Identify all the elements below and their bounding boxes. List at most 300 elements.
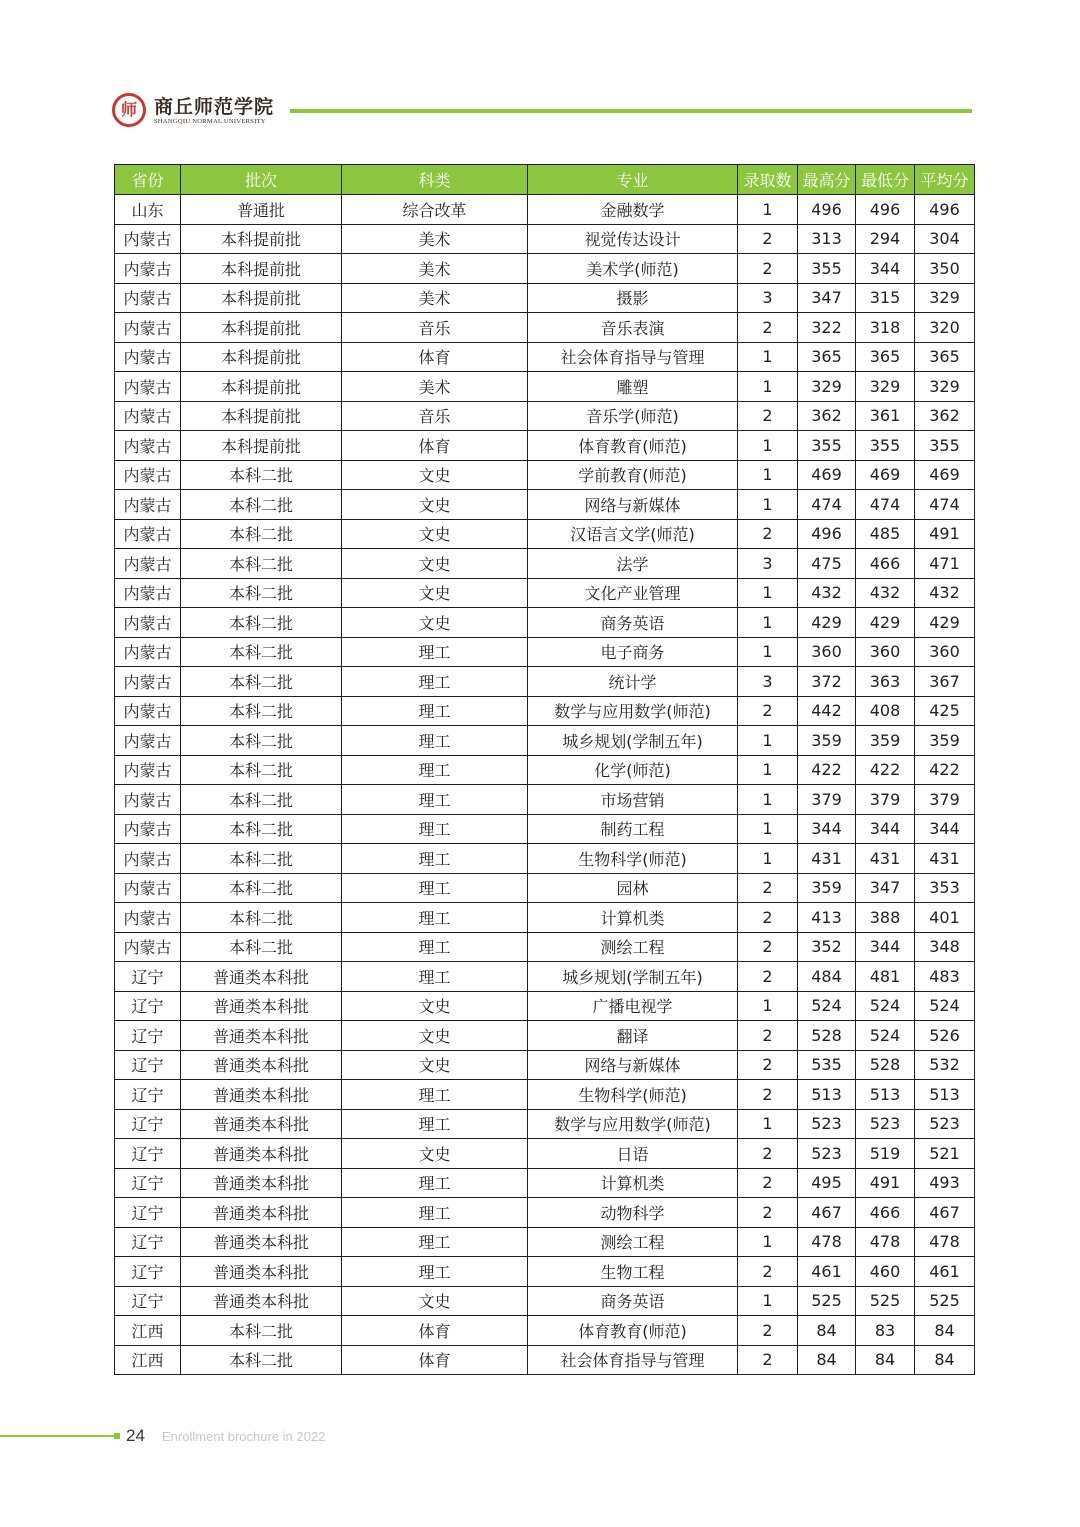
table-row <box>115 1139 975 1169</box>
cell-max-score: 495 <box>798 1168 856 1198</box>
cell-avg-score: 360 <box>915 637 975 667</box>
cell-admitted: 1 <box>738 814 798 844</box>
cell-major: 城乡规划(学制五年) <box>528 726 738 756</box>
cell-admitted: 1 <box>738 578 798 608</box>
university-name-en: SHANGQIU NORMAL UNIVERSITY <box>154 118 266 125</box>
cell-category: 综合改革 <box>342 195 528 225</box>
cell-major: 生物科学(师范) <box>528 1080 738 1110</box>
table-row <box>115 696 975 726</box>
cell-max-score: 432 <box>798 578 856 608</box>
cell-max-score: 513 <box>798 1080 856 1110</box>
cell-batch: 本科二批 <box>181 549 342 579</box>
cell-admitted: 1 <box>738 342 798 372</box>
cell-avg-score: 367 <box>915 667 975 697</box>
cell-batch: 普通类本科批 <box>181 1257 342 1287</box>
table-row <box>115 224 975 254</box>
cell-max-score: 474 <box>798 490 856 520</box>
cell-min-score: 523 <box>856 1109 915 1139</box>
cell-avg-score: 493 <box>915 1168 975 1198</box>
cell-min-score: 481 <box>856 962 915 992</box>
table-row <box>115 1198 975 1228</box>
cell-max-score: 484 <box>798 962 856 992</box>
table-header-row <box>115 165 975 195</box>
cell-max-score: 362 <box>798 401 856 431</box>
cell-province: 内蒙古 <box>115 372 181 402</box>
cell-admitted: 2 <box>738 1080 798 1110</box>
cell-batch: 普通类本科批 <box>181 1286 342 1316</box>
cell-max-score: 352 <box>798 932 856 962</box>
cell-category: 文史 <box>342 549 528 579</box>
cell-category: 体育 <box>342 1316 528 1346</box>
cell-avg-score: 491 <box>915 519 975 549</box>
cell-max-score: 442 <box>798 696 856 726</box>
cell-batch: 本科二批 <box>181 932 342 962</box>
table-row <box>115 549 975 579</box>
cell-major: 电子商务 <box>528 637 738 667</box>
table-row <box>115 1227 975 1257</box>
cell-avg-score: 425 <box>915 696 975 726</box>
cell-max-score: 379 <box>798 785 856 815</box>
cell-major: 学前教育(师范) <box>528 460 738 490</box>
cell-admitted: 1 <box>738 608 798 638</box>
cell-max-score: 313 <box>798 224 856 254</box>
cell-category: 文史 <box>342 1021 528 1051</box>
cell-category: 理工 <box>342 903 528 933</box>
cell-major: 社会体育指导与管理 <box>528 1345 738 1375</box>
cell-batch: 本科提前批 <box>181 342 342 372</box>
cell-min-score: 485 <box>856 519 915 549</box>
cell-avg-score: 350 <box>915 254 975 284</box>
table-row <box>115 1080 975 1110</box>
cell-avg-score: 329 <box>915 372 975 402</box>
cell-max-score: 84 <box>798 1345 856 1375</box>
cell-admitted: 1 <box>738 1109 798 1139</box>
table-row <box>115 844 975 874</box>
cell-major: 制药工程 <box>528 814 738 844</box>
cell-min-score: 359 <box>856 726 915 756</box>
table-row <box>115 962 975 992</box>
cell-province: 内蒙古 <box>115 844 181 874</box>
cell-major: 测绘工程 <box>528 1227 738 1257</box>
table-row <box>115 755 975 785</box>
table-row <box>115 608 975 638</box>
table-row <box>115 1286 975 1316</box>
cell-max-score: 365 <box>798 342 856 372</box>
cell-major: 网络与新媒体 <box>528 490 738 520</box>
cell-province: 内蒙古 <box>115 932 181 962</box>
cell-major: 商务英语 <box>528 608 738 638</box>
cell-province: 内蒙古 <box>115 637 181 667</box>
cell-min-score: 83 <box>856 1316 915 1346</box>
cell-major: 音乐学(师范) <box>528 401 738 431</box>
cell-category: 文史 <box>342 460 528 490</box>
cell-batch: 普通类本科批 <box>181 1168 342 1198</box>
table-row <box>115 283 975 313</box>
cell-major: 生物科学(师范) <box>528 844 738 874</box>
cell-admitted: 3 <box>738 667 798 697</box>
cell-category: 理工 <box>342 755 528 785</box>
table-row <box>115 342 975 372</box>
cell-batch: 本科提前批 <box>181 313 342 343</box>
table-row <box>115 1168 975 1198</box>
cell-category: 理工 <box>342 962 528 992</box>
cell-category: 理工 <box>342 726 528 756</box>
cell-admitted: 2 <box>738 903 798 933</box>
cell-admitted: 2 <box>738 696 798 726</box>
cell-min-score: 431 <box>856 844 915 874</box>
cell-admitted: 1 <box>738 726 798 756</box>
cell-avg-score: 429 <box>915 608 975 638</box>
cell-province: 辽宁 <box>115 1021 181 1051</box>
cell-batch: 普通类本科批 <box>181 1198 342 1228</box>
cell-province: 内蒙古 <box>115 490 181 520</box>
cell-max-score: 431 <box>798 844 856 874</box>
cell-min-score: 379 <box>856 785 915 815</box>
table-row <box>115 195 975 225</box>
cell-avg-score: 471 <box>915 549 975 579</box>
cell-avg-score: 355 <box>915 431 975 461</box>
cell-avg-score: 84 <box>915 1316 975 1346</box>
cell-batch: 本科提前批 <box>181 372 342 402</box>
cell-avg-score: 320 <box>915 313 975 343</box>
cell-max-score: 355 <box>798 431 856 461</box>
cell-max-score: 469 <box>798 460 856 490</box>
cell-min-score: 347 <box>856 873 915 903</box>
cell-major: 广播电视学 <box>528 991 738 1021</box>
cell-avg-score: 525 <box>915 1286 975 1316</box>
table-row <box>115 401 975 431</box>
column-header-admitted: 录取数 <box>738 165 798 195</box>
table-row <box>115 578 975 608</box>
cell-province: 内蒙古 <box>115 755 181 785</box>
cell-province: 辽宁 <box>115 1286 181 1316</box>
cell-admitted: 1 <box>738 460 798 490</box>
cell-max-score: 344 <box>798 814 856 844</box>
footer-marker <box>114 1433 120 1439</box>
cell-avg-score: 348 <box>915 932 975 962</box>
cell-major: 园林 <box>528 873 738 903</box>
table-row <box>115 372 975 402</box>
cell-batch: 本科二批 <box>181 637 342 667</box>
column-header-category: 科类 <box>342 165 528 195</box>
cell-min-score: 466 <box>856 549 915 579</box>
cell-avg-score: 84 <box>915 1345 975 1375</box>
cell-min-score: 525 <box>856 1286 915 1316</box>
cell-max-score: 422 <box>798 755 856 785</box>
cell-category: 理工 <box>342 873 528 903</box>
table-body <box>115 195 975 1375</box>
cell-batch: 普通类本科批 <box>181 1109 342 1139</box>
cell-max-score: 372 <box>798 667 856 697</box>
table-row <box>115 991 975 1021</box>
cell-batch: 普通类本科批 <box>181 991 342 1021</box>
cell-admitted: 1 <box>738 372 798 402</box>
admission-score-table <box>114 164 975 1375</box>
cell-max-score: 523 <box>798 1109 856 1139</box>
cell-avg-score: 526 <box>915 1021 975 1051</box>
cell-category: 理工 <box>342 932 528 962</box>
cell-max-score: 467 <box>798 1198 856 1228</box>
cell-admitted: 2 <box>738 313 798 343</box>
cell-admitted: 2 <box>738 254 798 284</box>
cell-category: 理工 <box>342 814 528 844</box>
cell-min-score: 344 <box>856 254 915 284</box>
cell-max-score: 535 <box>798 1050 856 1080</box>
cell-category: 理工 <box>342 637 528 667</box>
cell-major: 翻译 <box>528 1021 738 1051</box>
cell-province: 辽宁 <box>115 1080 181 1110</box>
cell-admitted: 1 <box>738 755 798 785</box>
cell-batch: 本科二批 <box>181 785 342 815</box>
cell-min-score: 460 <box>856 1257 915 1287</box>
cell-admitted: 1 <box>738 1227 798 1257</box>
table-row <box>115 667 975 697</box>
cell-province: 辽宁 <box>115 1139 181 1169</box>
cell-avg-score: 461 <box>915 1257 975 1287</box>
cell-major: 化学(师范) <box>528 755 738 785</box>
cell-avg-score: 432 <box>915 578 975 608</box>
cell-max-score: 359 <box>798 726 856 756</box>
cell-category: 理工 <box>342 785 528 815</box>
cell-min-score: 355 <box>856 431 915 461</box>
cell-admitted: 1 <box>738 785 798 815</box>
cell-admitted: 1 <box>738 490 798 520</box>
header-divider <box>290 109 972 113</box>
cell-min-score: 466 <box>856 1198 915 1228</box>
cell-province: 内蒙古 <box>115 460 181 490</box>
cell-province: 辽宁 <box>115 1198 181 1228</box>
cell-min-score: 528 <box>856 1050 915 1080</box>
cell-category: 美术 <box>342 224 528 254</box>
cell-major: 金融数学 <box>528 195 738 225</box>
cell-min-score: 315 <box>856 283 915 313</box>
cell-min-score: 524 <box>856 1021 915 1051</box>
table-row <box>115 460 975 490</box>
cell-min-score: 344 <box>856 932 915 962</box>
cell-major: 美术学(师范) <box>528 254 738 284</box>
cell-avg-score: 344 <box>915 814 975 844</box>
cell-admitted: 1 <box>738 991 798 1021</box>
cell-avg-score: 431 <box>915 844 975 874</box>
cell-province: 内蒙古 <box>115 726 181 756</box>
cell-province: 内蒙古 <box>115 254 181 284</box>
cell-admitted: 1 <box>738 637 798 667</box>
cell-category: 音乐 <box>342 401 528 431</box>
cell-admitted: 2 <box>738 962 798 992</box>
cell-major: 测绘工程 <box>528 932 738 962</box>
cell-province: 内蒙古 <box>115 696 181 726</box>
cell-min-score: 429 <box>856 608 915 638</box>
column-header-batch: 批次 <box>181 165 342 195</box>
cell-category: 音乐 <box>342 313 528 343</box>
cell-batch: 本科二批 <box>181 844 342 874</box>
cell-batch: 普通类本科批 <box>181 962 342 992</box>
cell-min-score: 432 <box>856 578 915 608</box>
cell-major: 动物科学 <box>528 1198 738 1228</box>
footer-caption: Enrollment brochure in 2022 <box>162 1429 326 1444</box>
cell-max-score: 461 <box>798 1257 856 1287</box>
table-row <box>115 726 975 756</box>
table-row <box>115 1050 975 1080</box>
cell-min-score: 408 <box>856 696 915 726</box>
cell-batch: 本科提前批 <box>181 401 342 431</box>
cell-min-score: 84 <box>856 1345 915 1375</box>
table-row <box>115 637 975 667</box>
cell-max-score: 523 <box>798 1139 856 1169</box>
cell-major: 网络与新媒体 <box>528 1050 738 1080</box>
cell-province: 内蒙古 <box>115 667 181 697</box>
cell-min-score: 360 <box>856 637 915 667</box>
cell-province: 内蒙古 <box>115 873 181 903</box>
cell-max-score: 322 <box>798 313 856 343</box>
cell-batch: 本科提前批 <box>181 254 342 284</box>
cell-batch: 本科二批 <box>181 519 342 549</box>
cell-major: 音乐表演 <box>528 313 738 343</box>
cell-category: 理工 <box>342 1080 528 1110</box>
cell-avg-score: 304 <box>915 224 975 254</box>
university-name-cn: 商丘师范学院 <box>154 96 275 118</box>
cell-min-score: 478 <box>856 1227 915 1257</box>
cell-major: 日语 <box>528 1139 738 1169</box>
cell-batch: 普通类本科批 <box>181 1050 342 1080</box>
column-header-major: 专业 <box>528 165 738 195</box>
cell-batch: 普通类本科批 <box>181 1227 342 1257</box>
cell-batch: 本科二批 <box>181 667 342 697</box>
cell-max-score: 84 <box>798 1316 856 1346</box>
cell-batch: 本科二批 <box>181 490 342 520</box>
cell-major: 城乡规划(学制五年) <box>528 962 738 992</box>
cell-major: 汉语言文学(师范) <box>528 519 738 549</box>
cell-avg-score: 523 <box>915 1109 975 1139</box>
cell-province: 辽宁 <box>115 1109 181 1139</box>
column-header-min-score: 最低分 <box>856 165 915 195</box>
cell-major: 计算机类 <box>528 1168 738 1198</box>
cell-category: 文史 <box>342 490 528 520</box>
cell-admitted: 2 <box>738 224 798 254</box>
cell-avg-score: 474 <box>915 490 975 520</box>
cell-category: 文史 <box>342 519 528 549</box>
cell-major: 生物工程 <box>528 1257 738 1287</box>
cell-admitted: 2 <box>738 1345 798 1375</box>
cell-batch: 本科二批 <box>181 1345 342 1375</box>
cell-province: 辽宁 <box>115 991 181 1021</box>
cell-category: 理工 <box>342 696 528 726</box>
cell-min-score: 524 <box>856 991 915 1021</box>
cell-batch: 本科二批 <box>181 1316 342 1346</box>
cell-max-score: 355 <box>798 254 856 284</box>
table-row <box>115 1021 975 1051</box>
cell-batch: 本科二批 <box>181 873 342 903</box>
cell-category: 理工 <box>342 1198 528 1228</box>
cell-admitted: 2 <box>738 1316 798 1346</box>
cell-max-score: 478 <box>798 1227 856 1257</box>
cell-category: 文史 <box>342 1286 528 1316</box>
admission-score-table-container <box>114 164 974 1375</box>
cell-province: 内蒙古 <box>115 313 181 343</box>
cell-min-score: 388 <box>856 903 915 933</box>
cell-admitted: 1 <box>738 195 798 225</box>
cell-batch: 本科二批 <box>181 696 342 726</box>
table-row <box>115 932 975 962</box>
cell-avg-score: 469 <box>915 460 975 490</box>
seal-glyph: 师 <box>120 100 137 119</box>
cell-admitted: 2 <box>738 932 798 962</box>
cell-major: 体育教育(师范) <box>528 1316 738 1346</box>
cell-max-score: 360 <box>798 637 856 667</box>
cell-admitted: 2 <box>738 519 798 549</box>
cell-max-score: 525 <box>798 1286 856 1316</box>
cell-min-score: 329 <box>856 372 915 402</box>
cell-province: 辽宁 <box>115 1257 181 1287</box>
cell-province: 内蒙古 <box>115 401 181 431</box>
cell-avg-score: 478 <box>915 1227 975 1257</box>
cell-category: 美术 <box>342 283 528 313</box>
cell-province: 内蒙古 <box>115 283 181 313</box>
cell-major: 社会体育指导与管理 <box>528 342 738 372</box>
table-row <box>115 1257 975 1287</box>
cell-province: 内蒙古 <box>115 814 181 844</box>
cell-admitted: 1 <box>738 844 798 874</box>
page-header <box>110 88 980 132</box>
cell-batch: 本科提前批 <box>181 283 342 313</box>
cell-category: 文史 <box>342 991 528 1021</box>
cell-batch: 本科二批 <box>181 814 342 844</box>
cell-batch: 本科二批 <box>181 460 342 490</box>
cell-category: 文史 <box>342 1050 528 1080</box>
cell-min-score: 474 <box>856 490 915 520</box>
cell-province: 辽宁 <box>115 1050 181 1080</box>
cell-province: 内蒙古 <box>115 608 181 638</box>
cell-category: 美术 <box>342 254 528 284</box>
cell-admitted: 2 <box>738 1168 798 1198</box>
cell-avg-score: 362 <box>915 401 975 431</box>
cell-avg-score: 401 <box>915 903 975 933</box>
column-header-max-score: 最高分 <box>798 165 856 195</box>
cell-batch: 普通类本科批 <box>181 1080 342 1110</box>
cell-max-score: 524 <box>798 991 856 1021</box>
cell-avg-score: 353 <box>915 873 975 903</box>
cell-batch: 普通批 <box>181 195 342 225</box>
cell-batch: 本科提前批 <box>181 431 342 461</box>
cell-province: 江西 <box>115 1316 181 1346</box>
cell-major: 市场营销 <box>528 785 738 815</box>
cell-max-score: 496 <box>798 519 856 549</box>
cell-province: 江西 <box>115 1345 181 1375</box>
cell-avg-score: 329 <box>915 283 975 313</box>
footer-divider <box>0 1435 116 1437</box>
cell-avg-score: 483 <box>915 962 975 992</box>
cell-province: 内蒙古 <box>115 578 181 608</box>
cell-min-score: 491 <box>856 1168 915 1198</box>
cell-admitted: 2 <box>738 873 798 903</box>
cell-avg-score: 467 <box>915 1198 975 1228</box>
cell-min-score: 496 <box>856 195 915 225</box>
cell-avg-score: 379 <box>915 785 975 815</box>
cell-major: 数学与应用数学(师范) <box>528 1109 738 1139</box>
cell-min-score: 318 <box>856 313 915 343</box>
cell-batch: 本科二批 <box>181 726 342 756</box>
table-row <box>115 785 975 815</box>
table-row <box>115 1109 975 1139</box>
cell-avg-score: 422 <box>915 755 975 785</box>
cell-category: 文史 <box>342 1139 528 1169</box>
cell-avg-score: 524 <box>915 991 975 1021</box>
column-header-avg-score: 平均分 <box>915 165 975 195</box>
cell-major: 摄影 <box>528 283 738 313</box>
cell-batch: 本科二批 <box>181 608 342 638</box>
cell-admitted: 1 <box>738 431 798 461</box>
cell-province: 内蒙古 <box>115 342 181 372</box>
